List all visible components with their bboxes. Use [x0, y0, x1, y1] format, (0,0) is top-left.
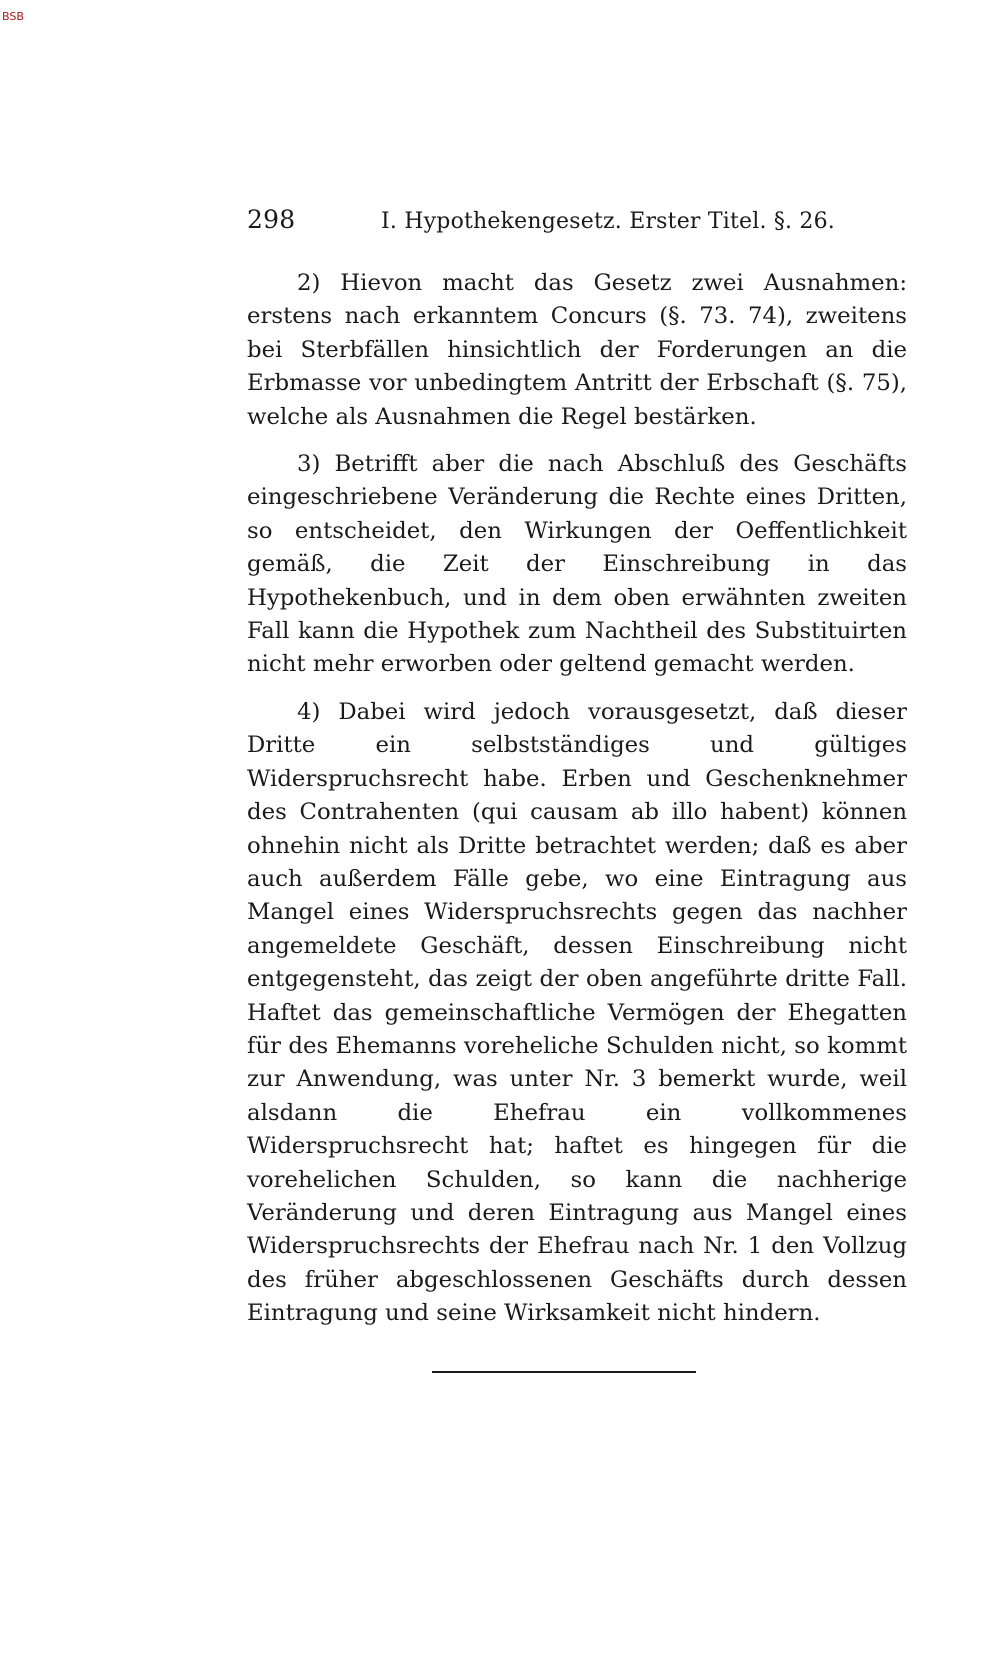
page-number: 298 — [247, 205, 296, 234]
footer-rule — [432, 1371, 696, 1373]
body-text — [247, 267, 907, 1331]
paragraph-3: 3) Betrifft aber die nach Abschluß des Geschäfts eingeschriebene Veränderung die Rechte eines Dritten, so entscheidet, den Wirkungen der Oeffentlichkeit gemäß, die Zeit der Einschreibung in das Hypothekenbuch, und in dem oben erwähnten zweiten Fall kann die Hypothek zum Nachtheil des Substituirten nicht mehr erworben oder geltend gemacht werden. — [247, 451, 907, 678]
paragraph-2: 2) Hievon macht das Gesetz zwei Ausnahmen: erstens nach erkanntem Concurs (§. 73. 74), zweitens bei Sterbfällen hinsichtlich der Forderungen an die Erbmasse vor unbedingtem Antritt der Erbschaft (§. 75), welche als Ausnahmen die Regel bestärken. — [247, 270, 907, 430]
paragraph-4: 4) Dabei wird jedoch vorausgesetzt, daß dieser Dritte ein selbstständiges und gültiges Widerspruchsrecht habe. Erben und Geschenknehmer des Contrahenten (qui causam ab illo habent) können ohnehin nicht als Dritte betrachtet werden; daß es aber auch außerdem Fälle gebe, wo eine Eintragung aus Mangel eines Widerspruchsrechts gegen das nachher angemeldete Geschäft, dessen Einschreibung nicht entgegensteht, das zeigt der oben angeführte dritte Fall. Haftet das gemeinschaftliche Vermögen der Ehegatten für des Ehemanns voreheliche Schulden nicht, so kommt zur Anwendung, was unter Nr. 3 bemerkt wurde, weil alsdann die Ehefrau ein vollkommenes Widerspruchsrecht hat; haftet es hingegen für die vorehelichen Schulden, so kann die nachherige Veränderung und deren Eintragung aus Mangel eines Widerspruchsrechts der Ehefrau nach Nr. 1 den Vollzug des früher abgeschlossenen Geschäfts durch dessen Eintragung und seine Wirksamkeit nicht hindern. — [247, 698, 907, 1327]
running-title: I. Hypothekengesetz. Erster Titel. §. 26. — [381, 209, 836, 234]
page-header — [247, 205, 907, 241]
library-watermark: BSB — [2, 10, 24, 23]
book-page — [247, 205, 907, 1345]
